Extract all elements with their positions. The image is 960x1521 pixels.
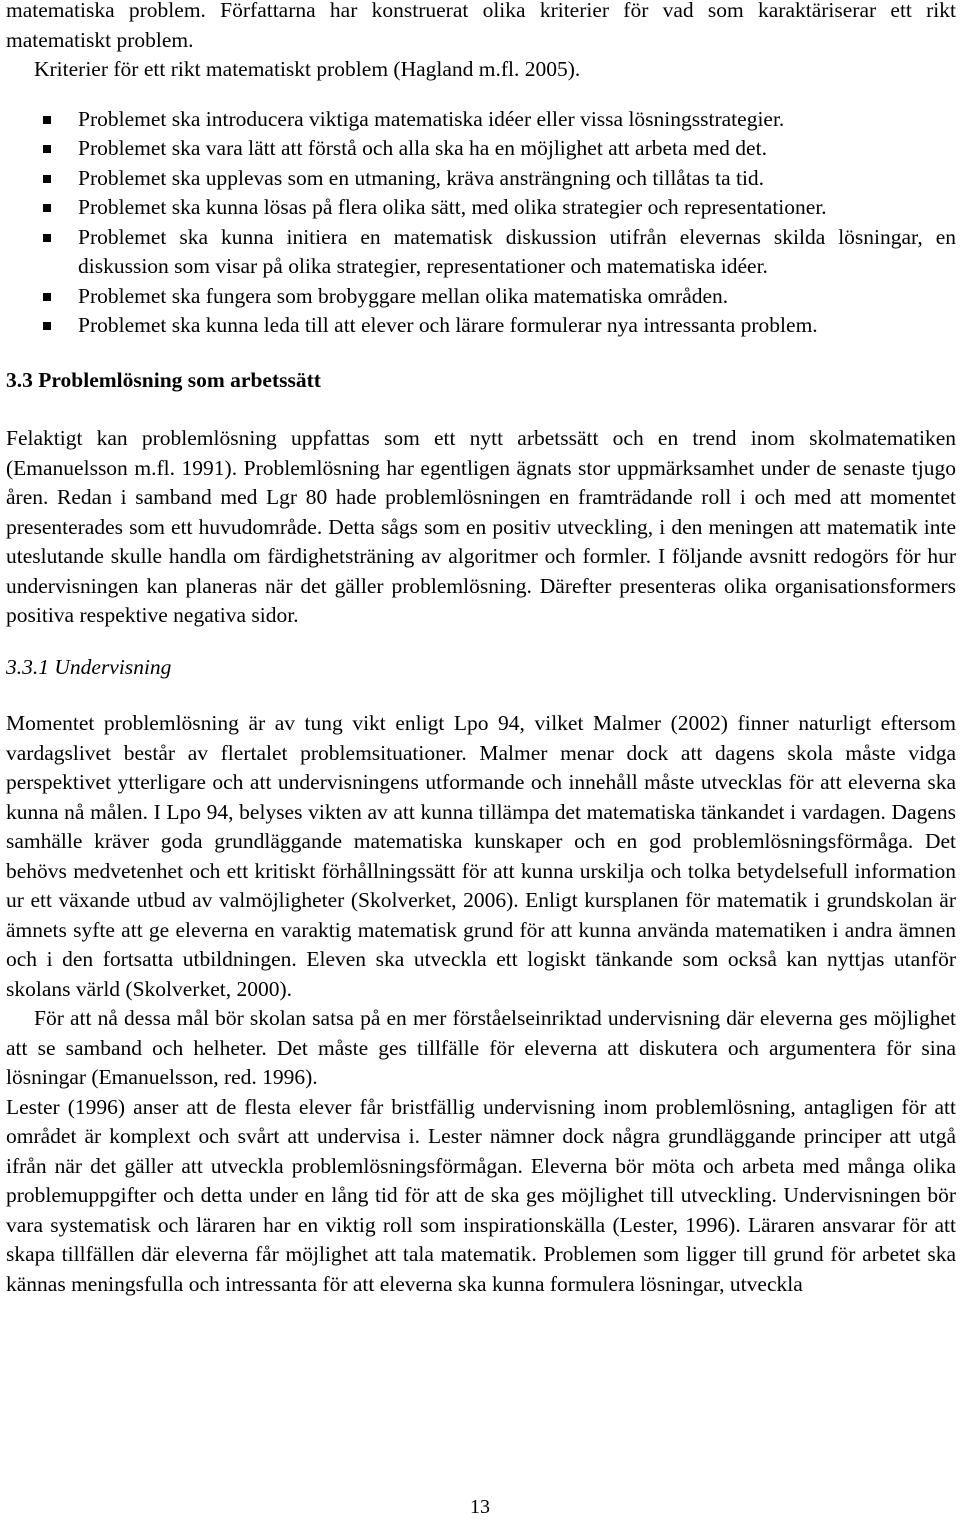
list-item: Problemet ska introducera viktiga matematiska idéer eller vissa lösningsstrategier. bbox=[6, 105, 956, 135]
bullet-icon bbox=[43, 175, 51, 183]
criteria-caption: Kriterier för ett rikt matematiskt problem (Hagland m.fl. 2005). bbox=[34, 57, 581, 81]
subsection-paragraph-2: För att nå dessa mål bör skolan satsa på en mer förståelseinriktad undervisning där eleverna ges möjlighet att se samband och helheter. Det måste ges tillfälle för eleverna att diskutera och argumentera för sina lösningar (Emanuelsson, red. 1996). bbox=[6, 1006, 956, 1089]
list-item: Problemet ska kunna initiera en matematisk diskussion utifrån elevernas skilda lösningar, en diskussion som visar på olika strategier, representationer och matematiska idéer. bbox=[6, 223, 956, 282]
bullet-icon bbox=[43, 322, 51, 330]
section-paragraph: Felaktigt kan problemlösning uppfattas som ett nytt arbetssätt och en trend inom skolmatematiken (Emanuelsson m.fl. 1991). Problemlösning har egentligen ägnats stor uppmärksamhet under de senaste tjugo åren. Redan i samband med Lgr 80 hade problemlösningen en framträdande roll i och med att momentet presenterades som ett huvudområde. Detta sågs som en positiv utveckling, i den meningen att matematik inte uteslutande skulle handla om färdighetsträning av algoritmer och formler. I följande avsnitt redogörs för hur undervisningen kan planeras när det gäller problemlösning. Därefter presenteras olika organisationsformers positiva respektive negativa sidor. bbox=[6, 426, 956, 627]
bullet-icon bbox=[43, 204, 51, 212]
subsection-heading: 3.3.1 Undervisning bbox=[6, 654, 172, 679]
bullet-icon bbox=[43, 234, 51, 242]
document-page bbox=[6, 0, 956, 1299]
criteria-list bbox=[6, 105, 956, 341]
section-heading: 3.3 Problemlösning som arbetssätt bbox=[6, 367, 321, 392]
intro-paragraph: matematiska problem. Författarna har konstruerat olika kriterier för vad som karaktäriserar ett rikt matematiskt problem. bbox=[6, 0, 956, 52]
list-item: Problemet ska fungera som brobyggare mellan olika matematiska områden. bbox=[6, 282, 956, 312]
bullet-icon bbox=[43, 145, 51, 153]
bullet-icon bbox=[43, 116, 51, 124]
list-item: Problemet ska kunna lösas på flera olika sätt, med olika strategier och representationer. bbox=[6, 193, 956, 223]
page-number: 13 bbox=[470, 1496, 490, 1518]
list-item: Problemet ska kunna leda till att elever och lärare formulerar nya intressanta problem. bbox=[6, 311, 956, 341]
list-item: Problemet ska vara lätt att förstå och alla ska ha en möjlighet att arbeta med det. bbox=[6, 134, 956, 164]
list-item: Problemet ska upplevas som en utmaning, kräva ansträngning och tillåtas ta tid. bbox=[6, 164, 956, 194]
subsection-paragraph-3: Lester (1996) anser att de flesta elever får bristfällig undervisning inom problemlösning, antagligen för att området är komplext och svårt att undervisa i. Lester nämner dock några grundläggande principer att utgå ifrån när det gäller att utveckla problemlösningsförmågan. Eleverna bör möta och arbeta med många olika problemuppgifter och detta under en lång tid för att de ska ges möjlighet till utveckling. Undervisningen bör vara systematisk och läraren har en viktig roll som inspirationskälla (Lester, 1996). Läraren ansvarar för att skapa tillfällen där eleverna får möjlighet att tala matematik. Problemen som ligger till grund för arbetet ska kännas meningsfulla och intressanta för att eleverna ska kunna formulera lösningar, utveckla bbox=[6, 1094, 956, 1296]
subsection-paragraph-1: Momentet problemlösning är av tung vikt enligt Lpo 94, vilket Malmer (2002) finner naturligt eftersom vardagslivet består av flertalet problemsituationer. Malmer menar dock att dagens skola måste vidga perspektivet ytterligare och att undervisningens utformande och innehåll måste utvecklas för att eleverna ska kunna nå målen. I Lpo 94, belyses vikten av att kunna tillämpa det matematiska tänkandet i vardagen. Dagens samhälle kräver goda grundläggande matematiska kunskaper och en god problemlösningsförmåga. Det behövs medvetenhet och ett kritiskt förhållningssätt för att kunna urskilja och tolka betydelsefull information ur ett växande utbud av valmöjligheter (Skolverket, 2006). Enligt kursplanen för matematik i grundskolan är ämnets syfte att ge eleverna en varaktig matematisk grund för att kunna använda matematiken i andra ämnen och i den fortsatta utbildningen. Eleven ska utveckla ett logiskt tänkande som också kan nyttjas utanför skolans värld (Skolverket, 2000). bbox=[6, 711, 956, 1001]
bullet-icon bbox=[43, 293, 51, 301]
